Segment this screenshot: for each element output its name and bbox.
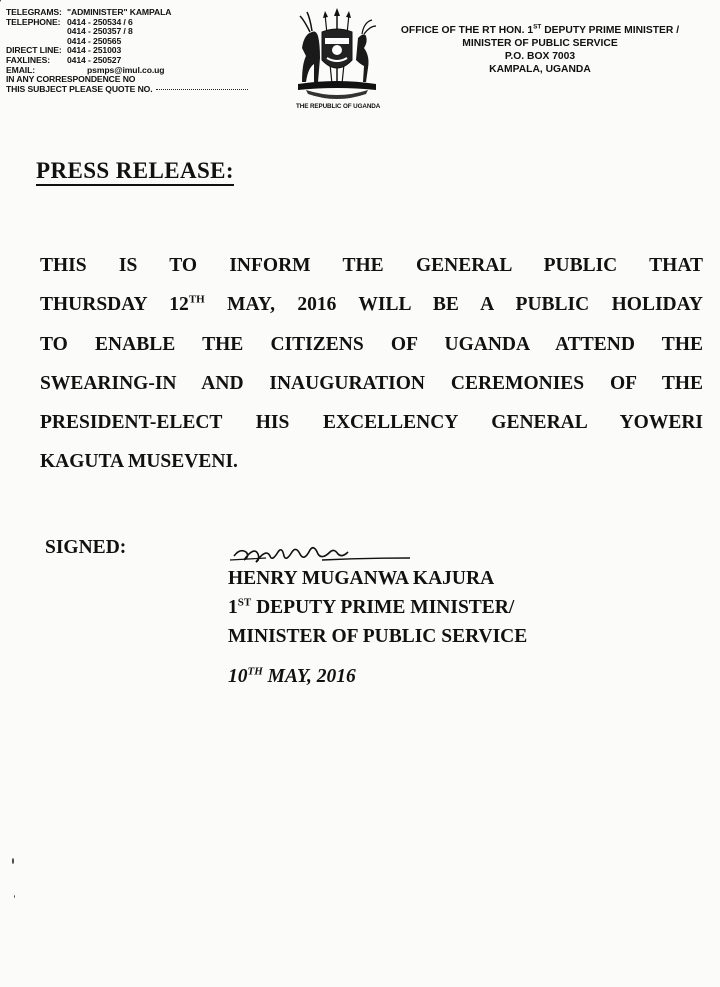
telegrams-label: TELEGRAMS:	[6, 7, 62, 17]
signatory-title-2: MINISTER OF PUBLIC SERVICE	[228, 626, 528, 647]
telephone-value-3: 0414 - 250565	[67, 35, 122, 46]
office-line-1-superscript: ST	[533, 23, 542, 31]
emblem-caption: THE REPUBLIC OF UGANDA	[296, 103, 381, 110]
signatory-title-1-superscript: ST	[237, 596, 252, 609]
contact-details	[6, 8, 276, 94]
scan-speck	[12, 858, 14, 864]
email-label: EMAIL:	[6, 64, 35, 75]
body-line-2-superscript: TH	[188, 293, 205, 306]
faxlines-value: 0414 - 250527	[67, 54, 122, 65]
office-line-1	[395, 24, 685, 37]
body-line-5: PRESIDENT-ELECT HIS EXCELLENCY GENERAL YOWERI	[40, 412, 703, 433]
office-line-1-rest: DEPUTY PRIME MINISTER /	[541, 25, 680, 36]
signed-label: SIGNED:	[45, 537, 127, 558]
body-line-2-rest: MAY, 2016 WILL BE A PUBLIC HOLIDAY	[204, 294, 703, 315]
correspondence-note: IN ANY CORRESPONDENCE NO	[6, 74, 136, 85]
office-line-4: KAMPALA, UGANDA	[489, 64, 591, 75]
office-line-3: P.O. BOX 7003	[504, 51, 576, 62]
office-line-1-text: OFFICE OF THE RT HON. 1	[400, 25, 534, 36]
direct-line-label: DIRECT LINE:	[6, 45, 62, 56]
office-address	[395, 24, 685, 76]
release-date	[228, 666, 356, 688]
body-line-2-text: THURSDAY 12	[40, 294, 189, 315]
body-line-1: THIS IS TO INFORM THE GENERAL PUBLIC THAT	[40, 255, 703, 276]
email-value: psmps@imul.co.ug	[87, 64, 165, 75]
office-line-2: MINISTER OF PUBLIC SERVICE	[462, 38, 618, 49]
press-release-title: PRESS RELEASE:	[36, 158, 234, 186]
faxlines-label: FAXLINES:	[6, 54, 50, 65]
telephone-value-2: 0414 - 250357 / 8	[67, 26, 133, 37]
body-line-2	[40, 293, 703, 317]
telephone-label: TELEPHONE:	[6, 16, 61, 27]
signatory-title-1	[228, 593, 527, 622]
release-date-superscript: TH	[247, 665, 263, 678]
signatory-block	[228, 564, 527, 651]
signatory-title-1-rest: DEPUTY PRIME MINISTER/	[251, 597, 515, 618]
release-date-rest: MAY, 2016	[262, 666, 356, 687]
body-line-6: KAGUTA MUSEVENI.	[40, 451, 238, 472]
body-line-3: TO ENABLE THE CITIZENS OF UGANDA ATTEND THE	[40, 334, 703, 355]
body-line-4: SWEARING-IN AND INAUGURATION CEREMONIES OF THE	[40, 373, 703, 394]
direct-line-value: 0414 - 251003	[67, 45, 122, 56]
signatory-name: HENRY MUGANWA KAJURA	[228, 568, 495, 589]
telephone-value-1: 0414 - 250534 / 6	[67, 16, 133, 27]
release-date-day: 10	[228, 666, 248, 687]
telegrams-value: "ADMINISTER" KAMPALA	[67, 7, 172, 17]
quote-note	[6, 85, 248, 95]
uganda-coat-of-arms-emblem	[292, 8, 382, 100]
quote-note-text: THIS SUBJECT PLEASE QUOTE NO.	[6, 83, 153, 94]
signatory-title-1-text: 1	[228, 597, 238, 618]
reference-number-line	[156, 89, 248, 90]
scan-speck	[14, 895, 15, 898]
